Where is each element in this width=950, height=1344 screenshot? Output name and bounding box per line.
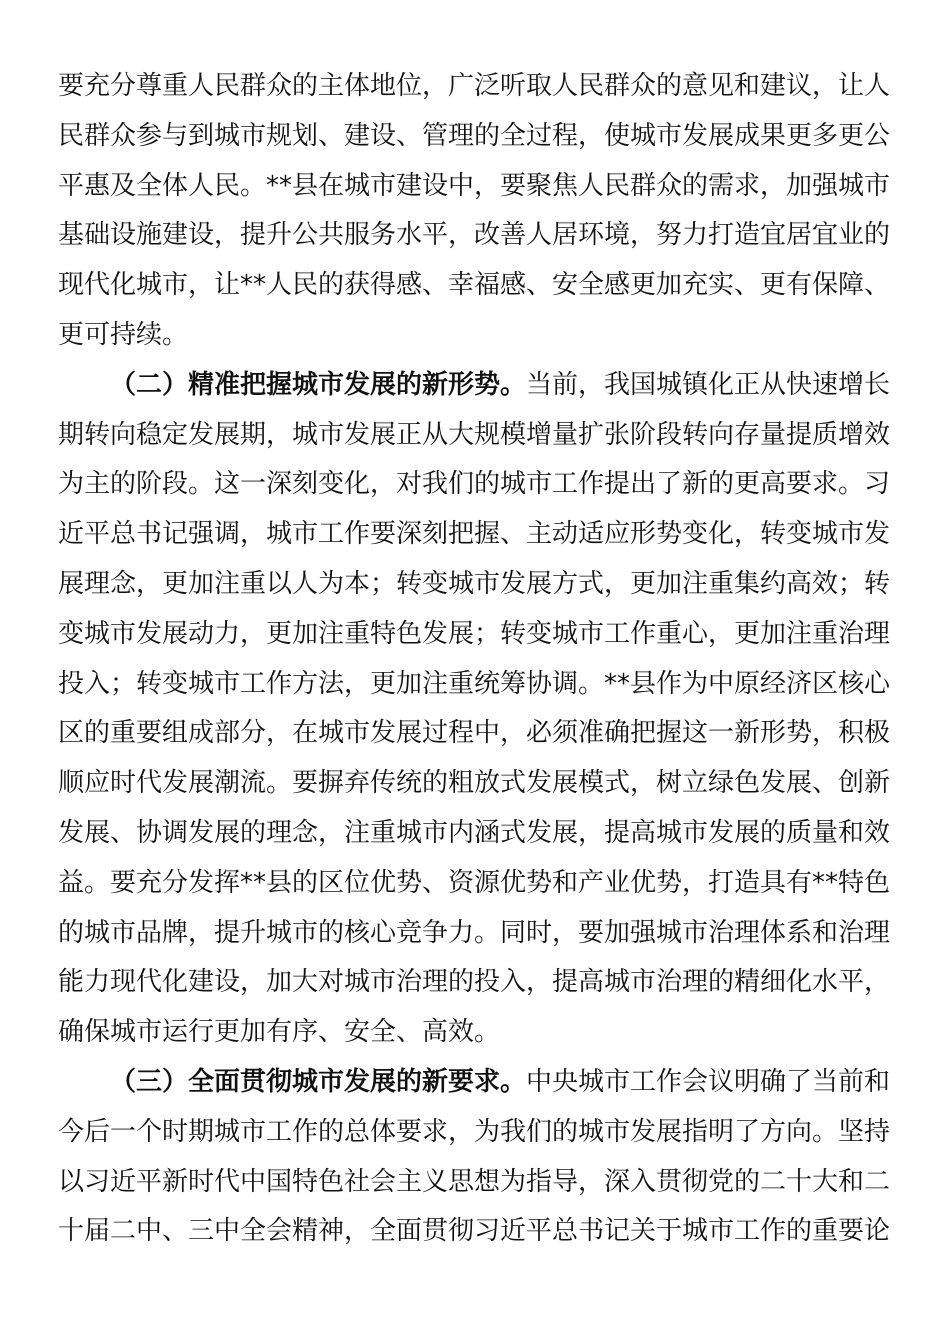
section-heading: （二）精准把握城市发展的新形势。 (110, 369, 527, 400)
text-line: 能力现代化建设，加大对城市治理的投入，提高城市治理的精细化水平， (58, 967, 891, 998)
text-line: 期转向稳定发展期，城市发展正从大规模增量扩张阶段转向存量提质增效 (58, 419, 891, 450)
paragraph-2 (58, 361, 891, 1058)
text-line: 平惠及全体人民。**县在城市建设中，要聚焦人民群众的需求，加强城市 (58, 170, 891, 201)
text-span: 当前，我国城镇化正从快速增长 (526, 369, 891, 400)
text-line: 民群众参与到城市规划、建设、管理的全过程，使城市发展成果更多更公 (58, 120, 891, 151)
text-span: 中央城市工作会议明确了当前和 (526, 1066, 891, 1097)
text-line: 为主的阶段。这一深刻变化，对我们的城市工作提出了新的更高要求。习 (58, 469, 891, 500)
text-line: 区的重要组成部分，在城市发展过程中，必须准确把握这一新形势，积极 (58, 718, 891, 749)
text-line: 确保城市运行更加有序、安全、高效。 (58, 1017, 501, 1048)
text-line: 变城市发展动力，更加注重特色发展；转变城市工作重心，更加注重治理 (58, 618, 891, 649)
text-line: 近平总书记强调，城市工作要深刻把握、主动适应形势变化，转变城市发 (58, 519, 891, 550)
text-line: 发展、协调发展的理念，注重城市内涵式发展，提高城市发展的质量和效 (58, 817, 891, 848)
text-line: 今后一个时期城市工作的总体要求，为我们的城市发展指明了方向。坚持 (58, 1116, 891, 1147)
text-line: 基础设施建设，提升公共服务水平，改善人居环境，努力打造宜居宜业的 (58, 220, 891, 251)
text-line: 展理念，更加注重以人为本；转变城市发展方式，更加注重集约高效；转 (58, 568, 891, 599)
text-line: 更可持续。 (58, 319, 189, 350)
text-line: 的城市品牌，提升城市的核心竞争力。同时，要加强城市治理体系和治理 (58, 917, 891, 948)
text-line: 十届二中、三中全会精神，全面贯彻习近平总书记关于城市工作的重要论 (58, 1216, 891, 1247)
text-line: 顺应时代发展潮流。要摒弃传统的粗放式发展模式，树立绿色发展、创新 (58, 768, 891, 799)
text-line: 投入；转变城市工作方法，更加注重统筹协调。**县作为中原经济区核心 (58, 668, 891, 699)
text-line: 要充分尊重人民群众的主体地位，广泛听取人民群众的意见和建议，让人 (58, 71, 891, 101)
paragraph-first-line (58, 361, 891, 411)
text-line: 以习近平新时代中国特色社会主义思想为指导，深入贯彻党的二十大和二 (58, 1166, 891, 1197)
paragraph-first-line (58, 1058, 891, 1108)
paragraph-3 (58, 1058, 891, 1257)
section-heading: （三）全面贯彻城市发展的新要求。 (110, 1066, 527, 1097)
document-body (58, 62, 891, 1257)
text-line: 现代化城市，让**人民的获得感、幸福感、安全感更加充实、更有保障、 (58, 270, 891, 301)
paragraph-1 (58, 62, 891, 361)
text-line: 益。要充分发挥**县的区位优势、资源优势和产业优势，打造具有**特色 (58, 867, 891, 898)
